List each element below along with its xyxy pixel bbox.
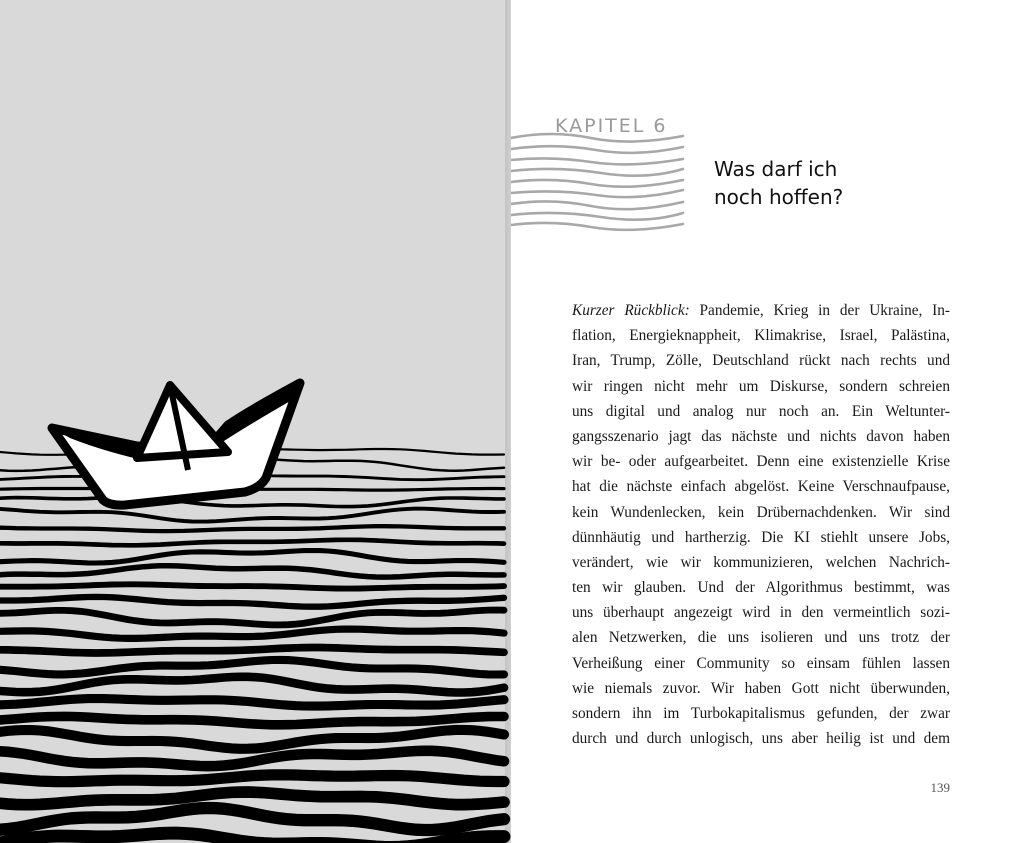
- wave-line: [0, 648, 504, 654]
- body-line: durch und durch unlogisch, uns aber heilig ist und dem: [572, 730, 950, 748]
- body-line: ten wir glauben. Und der Algorithmus bestimmt, was: [572, 579, 950, 597]
- wave-line: [0, 660, 504, 675]
- body-line: wir be- oder aufgearbeitet. Denn eine existenzielle Krise: [572, 453, 950, 471]
- body-line: gangsszenario jagt das nächste und nichts davon haben: [572, 427, 950, 445]
- body-text: [572, 298, 950, 751]
- chapter-wave-ornament: [511, 132, 686, 232]
- body-line: verändert, wie wir kommunizieren, welchen Nachrich-: [572, 553, 950, 571]
- body-line: kein Wundenlecken, kein Drübernachdenken. Wir sind: [572, 503, 950, 521]
- wave-line: [0, 551, 504, 564]
- body-line: wir ringen nicht mehr um Diskurse, sondern schreien: [572, 377, 950, 395]
- wave-line: [0, 584, 504, 588]
- wave-line: [0, 775, 504, 782]
- wave-line: [0, 610, 504, 625]
- body-line: alen Netzwerken, die uns isolieren und uns trotz der: [572, 629, 950, 647]
- paper-boat-icon: [52, 383, 300, 505]
- wave-line: [0, 699, 504, 707]
- wave-line: [0, 566, 504, 577]
- chapter-title-line: Was darf ich: [714, 157, 838, 181]
- body-line: Iran, Trump, Zölle, Deutschland rückt nach rechts und: [572, 352, 950, 370]
- body-line-rest: Pandemie, Krieg in der Ukraine, In-: [689, 302, 950, 319]
- body-lead: Kurzer Rückblick:: [572, 302, 690, 319]
- wave-line: [0, 677, 504, 693]
- wave-line: [0, 540, 504, 546]
- body-line: Verheißung einer Community so einsam fühlen lassen: [572, 654, 950, 672]
- page-number: 139: [930, 780, 950, 795]
- wave-line: [0, 509, 504, 522]
- wave-line: [0, 716, 504, 724]
- body-line: hat die nächste einfach abgelöst. Keine Verschnaufpause,: [572, 478, 950, 496]
- body-line: uns überhaupt angezeigt wird in den vermeintlich sozi-: [572, 604, 950, 622]
- body-line: [572, 298, 950, 323]
- chapter-title-line: noch hoffen?: [714, 185, 844, 209]
- chapter-label: KAPITEL 6: [555, 115, 668, 137]
- body-line: dünnhäutig und hartherzig. Die KI stiehlt unsere Jobs,: [572, 528, 950, 546]
- body-line: wie niemals zuvor. Wir haben Gott nicht überwunden,: [572, 679, 950, 697]
- body-line: uns digital und analog nur noch an. Ein Weltunter-: [572, 402, 950, 420]
- wave-line: [0, 497, 504, 506]
- body-line: flation, Energieknappheit, Klimakrise, Israel, Palästina,: [572, 327, 950, 345]
- body-line: sondern ihn im Turbokapitalismus gefunden, der zwar: [572, 705, 950, 722]
- wave-line: [0, 597, 504, 607]
- chapter-title: [714, 155, 974, 211]
- wave-line: [0, 526, 504, 531]
- wave-line: [0, 629, 504, 638]
- wave-line: [0, 792, 504, 805]
- wave-line: [0, 808, 504, 830]
- wave-lines: [0, 449, 504, 843]
